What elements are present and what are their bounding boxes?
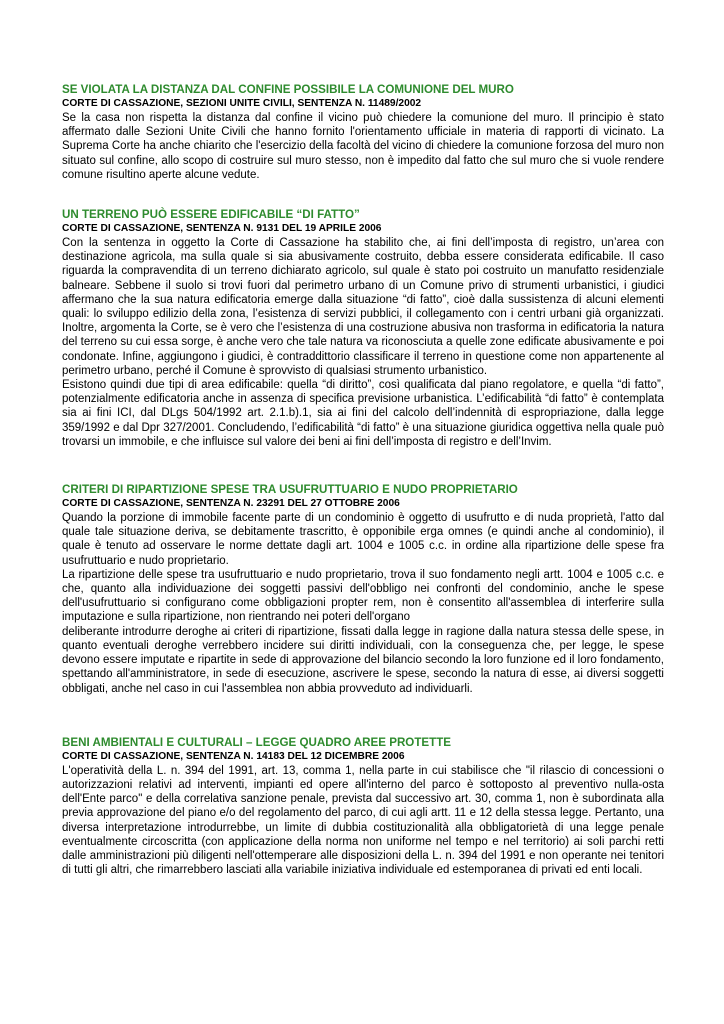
section-paragraph: Se la casa non rispetta la distanza dal confine il vicino può chiedere la comunione del muro. Il principio è stato affermato dalle Sezioni Unite Civili che hanno fornito l'orientamento ufficiale in materia di rapporti di vicinato. La Suprema Corte ha anche chiarito che l'esercizio della facoltà del vicino di chiedere la comunione forzosa del muro non situato sul confine, allo scopo di costruire sul muro stesso, non è impedito dal fatto che sul muro che si vuole rendere comune risultino aperte alcune vedute. <box>62 112 664 181</box>
section-title: CRITERI DI RIPARTIZIONE SPESE TRA USUFRUTTUARIO E NUDO PROPRIETARIO <box>62 483 518 497</box>
section-muro <box>62 83 664 182</box>
section-paragraph: Quando la porzione di immobile facente parte di un condominio è oggetto di usufrutto e di nuda proprietà, l'atto dal quale tale situazione deriva, se debitamente trascritto, è opponibile erga omnes (e quindi anche al condominio), il quale è tenuto ad osservare le norme dettate dagli art. 1004 e 1005 c.c. in ordine alla ripartizione delle spese fra usufruttuario e nudo proprietario. <box>62 512 664 567</box>
section-title: SE VIOLATA LA DISTANZA DAL CONFINE POSSIBILE LA COMUNIONE DEL MURO <box>62 83 514 96</box>
section-paragraph: deliberante introdurre deroghe ai criteri di ripartizione, fissati dalla legge in ragione dalla natura stessa delle spese, in quanto eventuali deroghe verrebbero incidere sui diritti individuali, con la conseguenza che, per legge, le spese devono essere imputate e ripartite in sede di approvazione del bilancio secondo la loro funzione ed il loro fondamento, spettando all'amministratore, in sede di esecuzione, ascrivere le spese, secondo la natura di esse, ai diversi soggetti obbligati, anche nel caso in cui l'assemblea non abbia provveduto ad individuarli. <box>62 625 664 695</box>
section-subtitle: CORTE DI CASSAZIONE, SENTENZA N. 14183 DEL 12 DICEMBRE 2006 <box>62 750 405 762</box>
section-paragraph: Esistono quindi due tipi di area edificabile: quella “di diritto”, così qualificata dal piano regolatore, e quella “di fatto”, potenzialmente edificatoria anche in assenza di specifica previsione urbanistica. L’edificabilità “di fatto” è contemplata sia ai fini ICI, dal DLgs 504/1992 art. 2.1.b).1, sia ai fini del calcolo dell’indennità di espropriazione, dalla legge 359/1992 e dal Dpr 327/2001. Concludendo, l’edificabilità “di fatto” è una situazione giuridica oggettiva nella quale può trovarsi un immobile, e che influisce sul valore dei beni ai fini dell’imposta di registro e dell’Invim. <box>62 379 664 448</box>
section-paragraph: Con la sentenza in oggetto la Corte di Cassazione ha stabilito che, ai fini dell’imposta di registro, un’area con destinazione agricola, ma sulla quale si sia abusivamente costruito, debba essere considerata edificabile. Il caso riguarda la compravendita di un terreno dichiarato agricolo, sul quale è stato poi costruito un manufatto residenziale balneare. Sebbene il suolo si trovi fuori dal perimetro urbano di un Comune privo di strumenti urbanistici, i giudici affermano che la sua natura edificatoria emerge dalla situazione “di fatto”, cioè dalla sussistenza di alcuni elementi quali: lo sviluppo edilizio della zona, l’esistenza di servizi pubblici, il collegamento con i centri urbani già organizzati. Inoltre, argomenta la Corte, se è vero che l’esistenza di una costruzione abusiva non trasforma in edificatoria la natura del terreno su cui essa sorge, è anche vero che tale natura va riconosciuta a quelle zone edificate abusivamente e poi condonate. Infine, aggiungono i giudici, è contraddittorio classificare il terreno in questione come non appartenente al perimetro urbano, perché il Comune è sprovvisto di qualsiasi strumento urbanistico. <box>62 237 664 377</box>
document-page <box>62 83 664 877</box>
section-title: UN TERRENO PUÒ ESSERE EDIFICABILE “DI FATTO” <box>62 208 360 222</box>
section-usufrutto <box>62 483 664 696</box>
section-beni-ambientali <box>62 736 664 878</box>
section-subtitle: CORTE DI CASSAZIONE, SENTENZA N. 9131 DEL 19 APRILE 2006 <box>62 223 382 235</box>
section-terreno <box>62 208 664 449</box>
section-subtitle: CORTE DI CASSAZIONE, SEZIONI UNITE CIVILI, SENTENZA N. 11489/2002 <box>62 98 422 109</box>
section-subtitle: CORTE DI CASSAZIONE, SENTENZA N. 23291 DEL 27 OTTOBRE 2006 <box>62 498 400 510</box>
section-paragraph: La ripartizione delle spese tra usufruttuario e nudo proprietario, trova il suo fondamento negli artt. 1004 e 1005 c.c. e che, quanto alla individuazione dei soggetti passivi dell'obbligo nei confronti del condominio, anche le spese dell'usufruttuario si configurano come obbligazioni propter rem, non è consentito all'assemblea di interferire sulla imputazione e sulla ripartizione, non rientrando nei poteri dell'organo <box>62 568 664 624</box>
section-paragraph: L'operatività della L. n. 394 del 1991, art. 13, comma 1, nella parte in cui stabilisce che "il rilascio di concessioni o autorizzazioni relativi ad interventi, impianti ed opere all'interno del parco è sottoposto al preventivo nulla-osta dell'Ente parco" e della correlativa sanzione penale, prevista dal successivo art. 30, comma 1, non è subordinata alla previa approvazione del piano e/o del regolamento del parco, di cui agli artt. 11 e 12 della stessa legge. Pertanto, una diversa interpretazione introdurrebbe, un limite di dubbia costituzionalità alla obbligatorietà di una legge penale eventualmente circoscritta (con applicazione della norma non uniforme nel tempo e nel territorio) ai soli parchi retti dalle amministrazioni più diligenti nell'ottemperare alle disposizioni della L. n. 394 del 1991 e non operante nei tenitori di tutti gli altri, che rimarrebbero lasciati alla variabile iniziativa individuale ed estemporanea di privati ed enti locali. <box>62 764 664 877</box>
section-title: BENI AMBIENTALI E CULTURALI – LEGGE QUADRO AREE PROTETTE <box>62 735 452 749</box>
